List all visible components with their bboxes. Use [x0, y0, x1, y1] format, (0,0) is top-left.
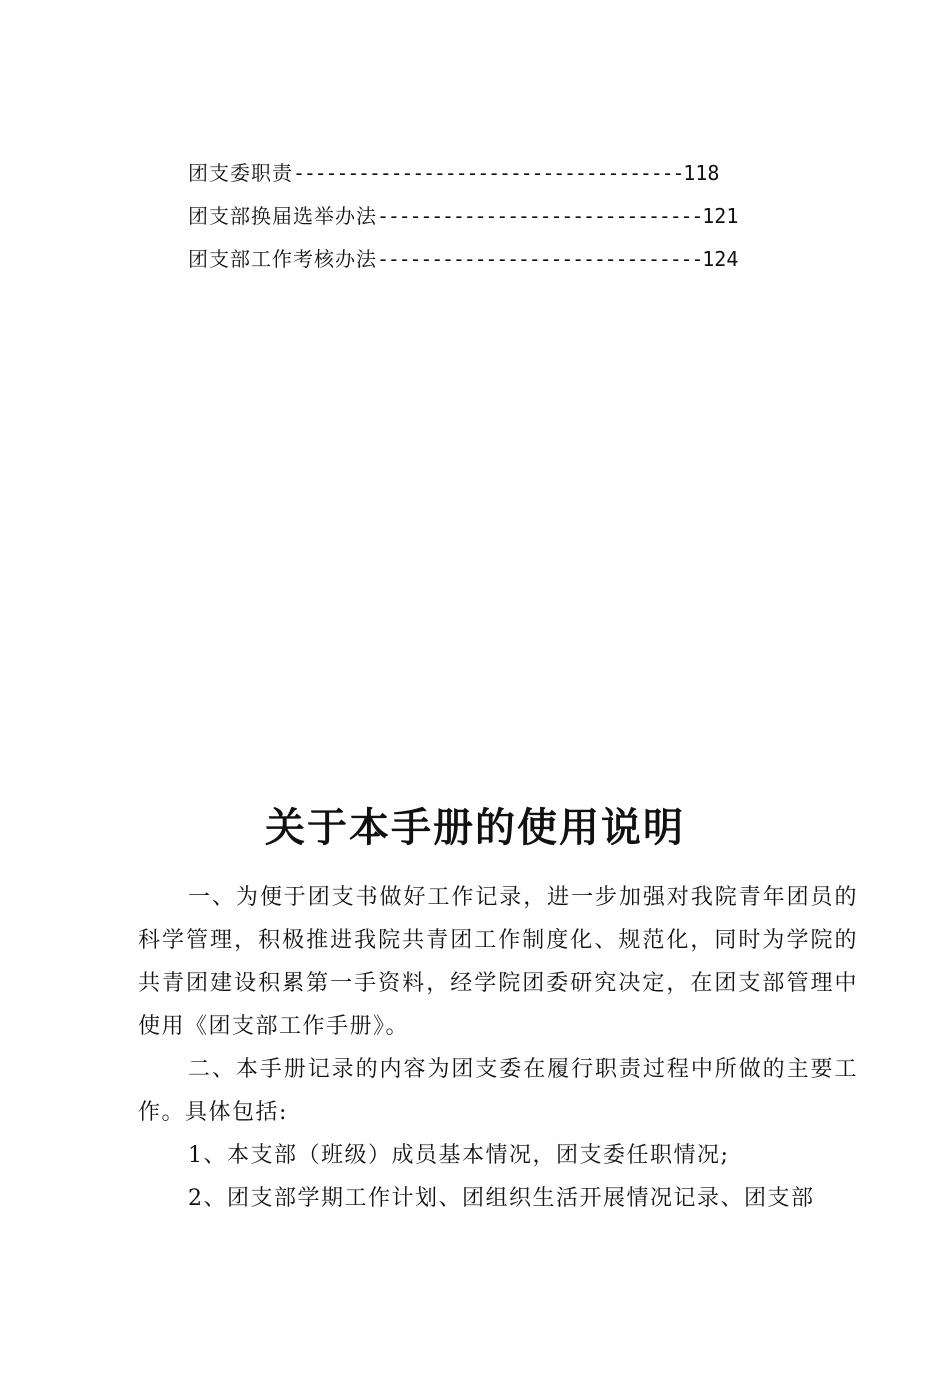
toc-page-number: 118 — [683, 161, 720, 185]
toc-entry-title: 团支委职责 — [188, 161, 293, 185]
toc-entry-title: 团支部工作考核办法 — [188, 247, 377, 271]
toc-leader: ------------------------------ — [377, 204, 703, 228]
toc-page-number: 121 — [702, 204, 739, 228]
toc-entry[interactable] — [188, 195, 808, 238]
list-item: 1、本支部（班级）成员基本情况，团支委任职情况; — [188, 1143, 730, 1168]
section-body — [138, 876, 858, 1220]
toc-page-number: 124 — [702, 247, 739, 271]
toc-entry[interactable] — [188, 152, 808, 195]
paragraph: 二、本手册记录的内容为团支委在履行职责过程中所做的主要工作。具体包括: — [138, 1057, 858, 1125]
section-title: 关于本手册的使用说明 — [265, 805, 685, 851]
toc-entry-title: 团支部换届选举办法 — [188, 204, 377, 228]
toc-leader: ------------------------------------ — [293, 161, 684, 185]
table-of-contents — [188, 152, 808, 281]
paragraph: 一、为便于团支书做好工作记录，进一步加强对我院青年团员的科学管理，积极推进我院共青团工作制度化、规范化，同时为学院的共青团建设积累第一手资料，经学院团委研究决定，在团支部管理中使用《团支部工作手册》。 — [138, 885, 858, 1039]
list-item: 2、团支部学期工作计划、团组织生活开展情况记录、团支部 — [188, 1186, 815, 1211]
toc-leader: ------------------------------ — [377, 247, 703, 271]
toc-entry[interactable] — [188, 238, 808, 281]
